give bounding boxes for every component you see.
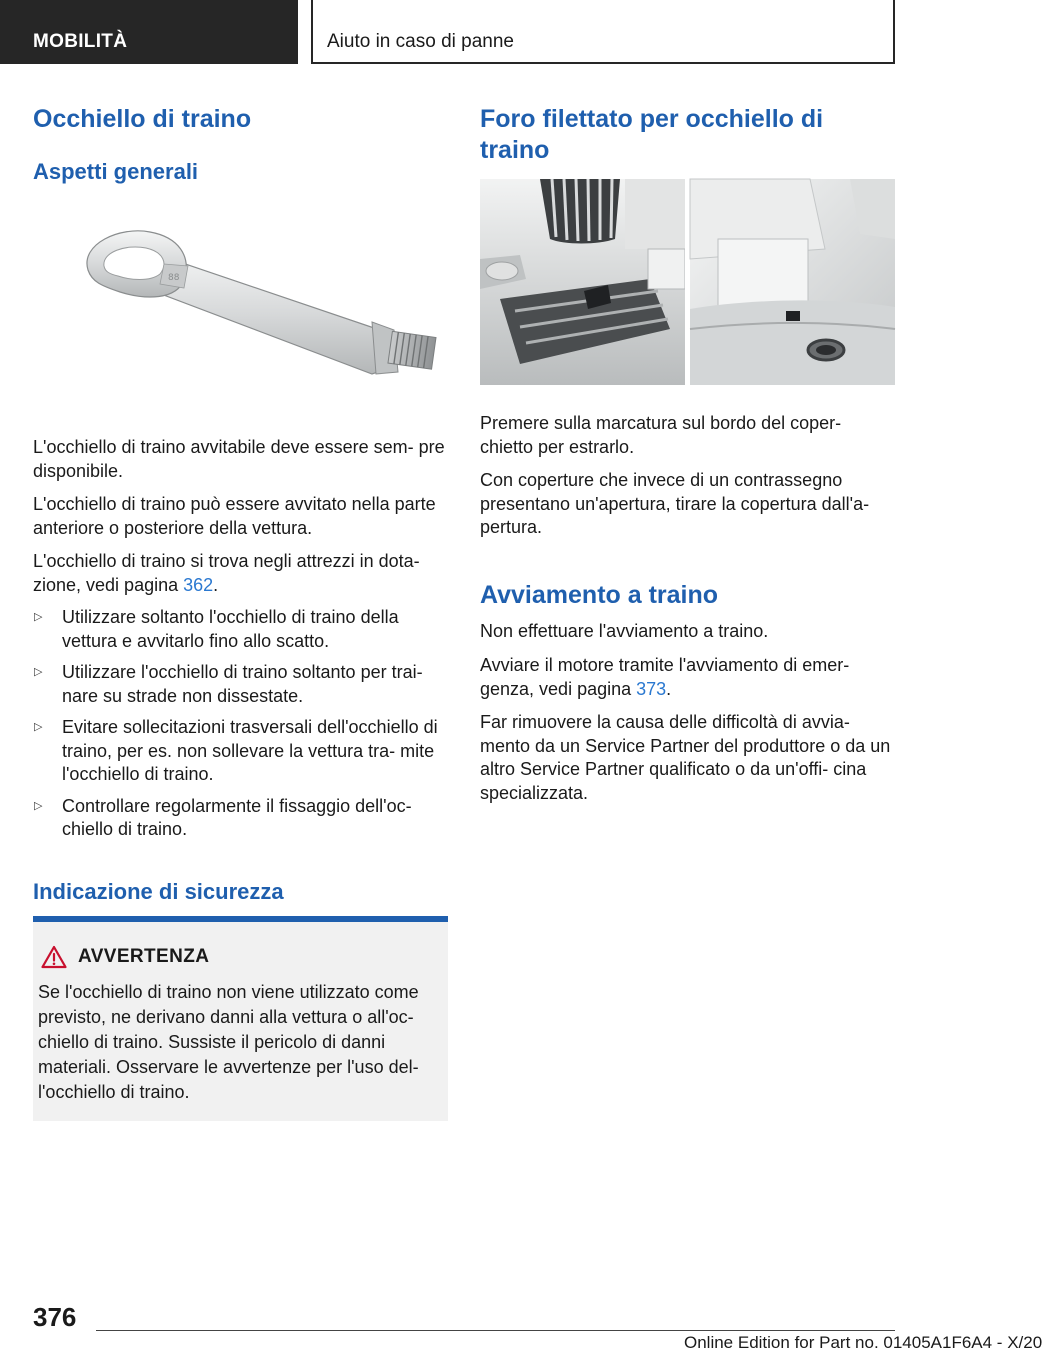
header-section-tab: [0, 0, 298, 64]
paragraph-location-text: L'occhiello di traino si trova negli attrezzi in dota‐ zione, vedi pagina: [33, 551, 420, 595]
paragraph-press-mark: Premere sulla marcatura sul bordo del coper‐ chietto per estrarlo.: [480, 413, 842, 457]
page-link-362[interactable]: 362: [183, 574, 214, 595]
list-item-text: Controllare regolarmente il fissaggio dell'oc‐ chiello di traino.: [62, 795, 412, 839]
triangle-bullet-icon: ▷: [34, 799, 43, 812]
page-title-towing-eye: Occhiello di traino: [33, 105, 252, 133]
page-number: 376: [33, 1302, 77, 1332]
paragraph-emergency-start-end: .: [666, 678, 672, 699]
list-item: [33, 606, 448, 653]
warning-text: Se l'occhiello di traino non viene utilizzato come previsto, ne derivano danni alla vettura o all'oc‐ chiello di traino. Sussiste il pericolo di danni materiali. Osservare le avvertenze per l'uso del‐ l'occhiello di traino.: [38, 982, 419, 1102]
paragraph-always-available: L'occhiello di traino avvitabile deve essere sem‐ pre disponibile.: [33, 437, 445, 481]
bumper-threaded-hole-photo: [480, 179, 895, 385]
triangle-bullet-icon: ▷: [34, 611, 43, 623]
list-item: [33, 661, 448, 708]
paragraph-front-or-rear: L'occhiello di traino può essere avvitato nella parte anteriore o posteriore della vettura.: [33, 494, 436, 538]
list-item: [33, 716, 448, 787]
svg-text:88: 88: [168, 273, 180, 283]
triangle-bullet-icon: ▷: [34, 721, 43, 733]
paragraph-emergency-start-text: Avviare il motore tramite l'avviamento di emer‐ genza, vedi pagina: [480, 655, 850, 699]
list-item-text: Utilizzare l'occhiello di traino soltanto per trai‐ nare su strade non dissestate.: [62, 662, 423, 706]
header-chapter-label: Aiuto in caso di panne: [327, 31, 514, 52]
towing-eye-illustration: [80, 222, 440, 390]
warning-box: [33, 916, 448, 1121]
subtitle-general-aspects: Aspetti generali: [33, 159, 199, 184]
heading-tow-starting: Avviamento a traino: [480, 581, 719, 609]
paragraph-location: [33, 550, 448, 597]
header-section-label: MOBILITÀ: [33, 31, 128, 52]
warning-triangle-icon: [41, 945, 67, 969]
list-item-text: Utilizzare soltanto l'occhiello di traino della vettura e avvitarlo fino allo scatto.: [62, 607, 399, 651]
paragraph-emergency-start: [480, 654, 895, 701]
instructions-list: [33, 606, 448, 850]
list-item-text: Evitare sollecitazioni trasversali dell'occhiello di traino, per es. non sollevare la vettura tra‐ mite l'occhiello di traino.: [62, 717, 438, 784]
heading-threaded-hole: Foro filettato per occhiello di traino: [480, 105, 824, 164]
paragraph-service-partner: Far rimuovere la causa delle difficoltà di avvia‐ mento da un Service Partner del produttore o da un altro Service Partner qualificato o da un'offi‐ cina specializzata.: [480, 712, 891, 803]
list-item: [33, 795, 448, 842]
heading-safety-note: Indicazione di sicurezza: [33, 879, 284, 904]
warning-title: AVVERTENZA: [78, 946, 210, 967]
page-link-373[interactable]: 373: [636, 678, 667, 699]
footer-divider: [96, 1330, 895, 1331]
header-chapter-tab: [311, 0, 895, 64]
triangle-bullet-icon: ▷: [34, 666, 43, 678]
paragraph-location-end: .: [213, 574, 219, 595]
paragraph-covers-opening: Con coperture che invece di un contrassegno presentano un'apertura, tirare la copertura dall'a‐ pertura.: [480, 470, 870, 537]
footer-edition: Online Edition for Part no. 01405A1F6A4 - X/20: [684, 1333, 1042, 1352]
paragraph-no-tow-start: Non effettuare l'avviamento a traino.: [480, 621, 769, 641]
